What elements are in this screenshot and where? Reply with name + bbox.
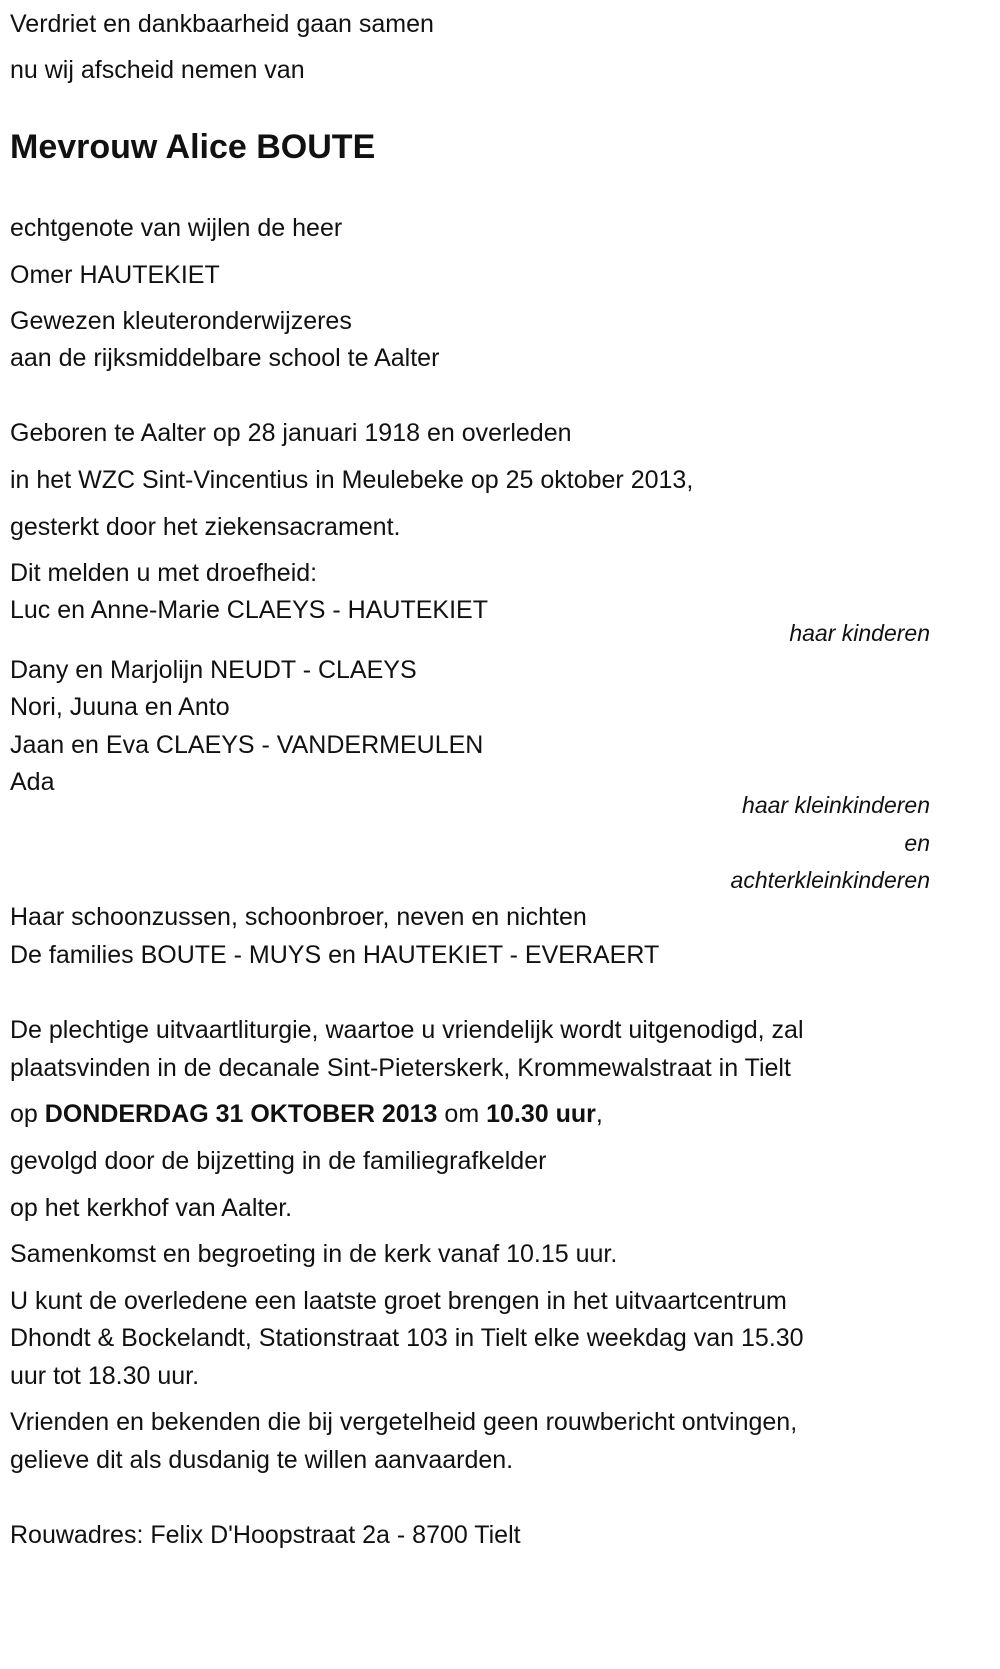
liturgy-line: plaatsvinden in de decanale Sint-Pieterskerk, Krommewalstraat in Tielt (10, 1054, 791, 1082)
occupation-line: aan de rijksmiddelbare school te Aalter (10, 344, 440, 372)
life-line: in het WZC Sint-Vincentius in Meulebeke op 25 oktober 2013, (10, 466, 694, 494)
liturgy-line: op het kerkhof van Aalter. (10, 1194, 293, 1222)
visit-line: Dhondt & Bockelandt, Stationstraat 103 in Tielt elke weekdag van 15.30 (10, 1324, 804, 1352)
liturgy-comma: , (595, 1100, 603, 1128)
grandchildren-label: en (904, 830, 930, 856)
intro-line: nu wij afscheid nemen van (10, 56, 305, 84)
spouse-line: echtgenote van wijlen de heer (10, 214, 343, 242)
liturgy-line: De plechtige uitvaartliturgie, waartoe u vriendelijk wordt uitgenodigd, zal (10, 1016, 804, 1044)
life-line: gesterkt door het ziekensacrament. (10, 513, 401, 541)
grandchildren-line: Ada (10, 768, 55, 796)
liturgy-date-line (10, 1099, 603, 1129)
intro-line: Verdriet en dankbaarheid gaan samen (10, 10, 434, 38)
liturgy-op: op (10, 1100, 38, 1128)
visit-line: uur tot 18.30 uur. (10, 1362, 200, 1390)
notice-line: Vrienden en bekenden die bij vergetelheid geen rouwbericht ontvingen, (10, 1408, 798, 1436)
deceased-name: Mevrouw Alice BOUTE (10, 128, 376, 166)
liturgy-time: 10.30 uur (486, 1100, 596, 1128)
occupation-line: Gewezen kleuteronderwijzeres (10, 307, 352, 335)
liturgy-line: gevolgd door de bijzetting in de familiegrafkelder (10, 1147, 547, 1175)
children-line: Luc en Anne-Marie CLAEYS - HAUTEKIET (10, 596, 488, 624)
liturgy-line: Samenkomst en begroeting in de kerk vanaf 10.15 uur. (10, 1240, 618, 1268)
grandchildren-label: haar kleinkinderen (742, 792, 930, 818)
family-line: De families BOUTE - MUYS en HAUTEKIET - EVERAERT (10, 941, 660, 969)
spouse-name: Omer HAUTEKIET (10, 261, 220, 289)
announce-line: Dit melden u met droefheid: (10, 559, 318, 587)
children-label: haar kinderen (789, 620, 930, 646)
grandchildren-line: Nori, Juuna en Anto (10, 693, 230, 721)
mourning-address: Rouwadres: Felix D'Hoopstraat 2a - 8700 Tielt (10, 1521, 521, 1549)
visit-line: U kunt de overledene een laatste groet brengen in het uitvaartcentrum (10, 1287, 787, 1315)
liturgy-om: om (444, 1100, 480, 1128)
liturgy-date: DONDERDAG 31 OKTOBER 2013 (44, 1100, 438, 1128)
family-line: Haar schoonzussen, schoonbroer, neven en nichten (10, 903, 587, 931)
grandchildren-line: Jaan en Eva CLAEYS - VANDERMEULEN (10, 731, 484, 759)
grandchildren-label: achterkleinkinderen (730, 867, 930, 893)
life-line: Geboren te Aalter op 28 januari 1918 en overleden (10, 419, 572, 447)
grandchildren-line: Dany en Marjolijn NEUDT - CLAEYS (10, 656, 417, 684)
notice-line: gelieve dit als dusdanig te willen aanvaarden. (10, 1446, 514, 1474)
